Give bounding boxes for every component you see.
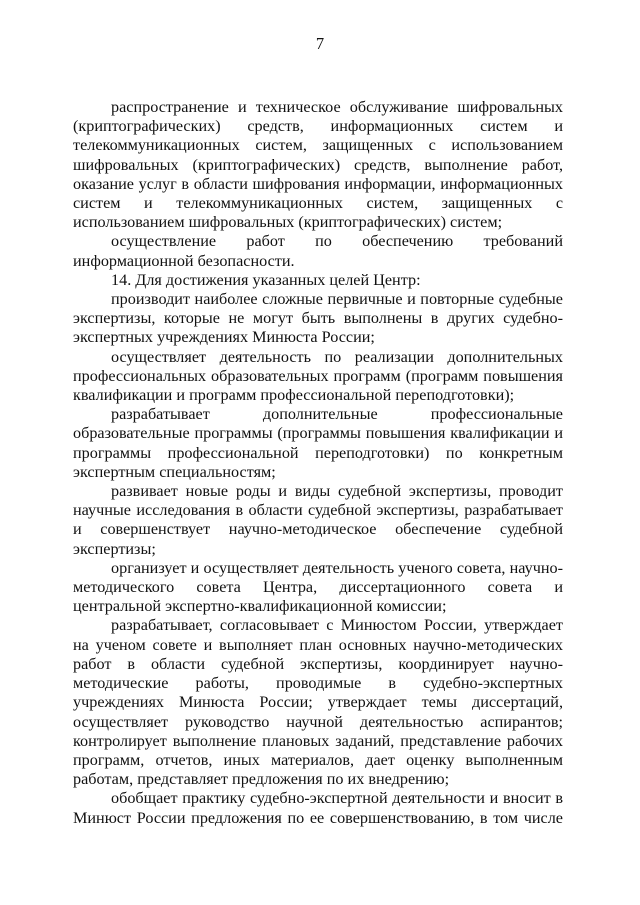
paragraph-councils: организует и осуществляет деятельность ученого совета, научно-методического совета Центра, диссертационного совета и центральной экспертно-квалификационной комиссии;: [73, 558, 563, 616]
paragraph-develop-programs: разрабатывает дополнительные профессиональные образовательные программы (программы повышения квалификации и программы профессиональной переподготовки) по конкретным экспертным специальностям;: [73, 405, 563, 481]
paragraph-research-plan: разрабатывает, согласовывает с Минюстом России, утверждает на ученом совете и выполняет план основных научно-методических работ в области судебной экспертизы, координирует научно-методические работы, проводимые в судебно-экспертных учреждениях Минюста России; утверждает темы диссертаций, осуществляет руководство научной деятельностью аспирантов; контролирует выполнение плановых заданий, представление рабочих программ, отчетов, иных материалов, дает оценку выполненным работам, представляет предложения по их внедрению;: [73, 616, 563, 789]
paragraph-section-14-heading: 14. Для достижения указанных целей Центр:: [111, 270, 421, 289]
paragraph-practice-summary: обобщает практику судебно-экспертной деятельности и вносит в Минюст России предложения по ее совершенствованию, в том числе: [73, 789, 563, 827]
paragraph-infosec: осуществление работ по обеспечению требований информационной безопасности.: [73, 232, 563, 270]
document-body: [73, 98, 563, 828]
page-number: 7: [315, 34, 325, 53]
paragraph-education-programs: осуществляет деятельность по реализации дополнительных профессиональных образовательных программ (программ повышения квалификации и программ профессиональной переподготовки);: [73, 347, 563, 405]
paragraph-crypto-services: распространение и техническое обслуживание шифровальных (криптографических) средств, информационных систем и телекоммуникационных систем, защищенных с использованием шифровальных (криптографических) средств, выполнение работ, оказание услуг в области шифрования информации, информационных систем и телекоммуникационных систем, защищенных с использованием шифровальных (криптографических) систем;: [73, 98, 563, 232]
paragraph-research: развивает новые роды и виды судебной экспертизы, проводит научные исследования в области судебной экспертизы, разрабатывает и совершенствует научно-методическое обеспечение судебной экспертизы;: [73, 482, 563, 558]
paragraph-expertise: производит наиболее сложные первичные и повторные судебные экспертизы, которые не могут быть выполнены в других судебно-экспертных учреждениях Минюста России;: [73, 290, 563, 347]
